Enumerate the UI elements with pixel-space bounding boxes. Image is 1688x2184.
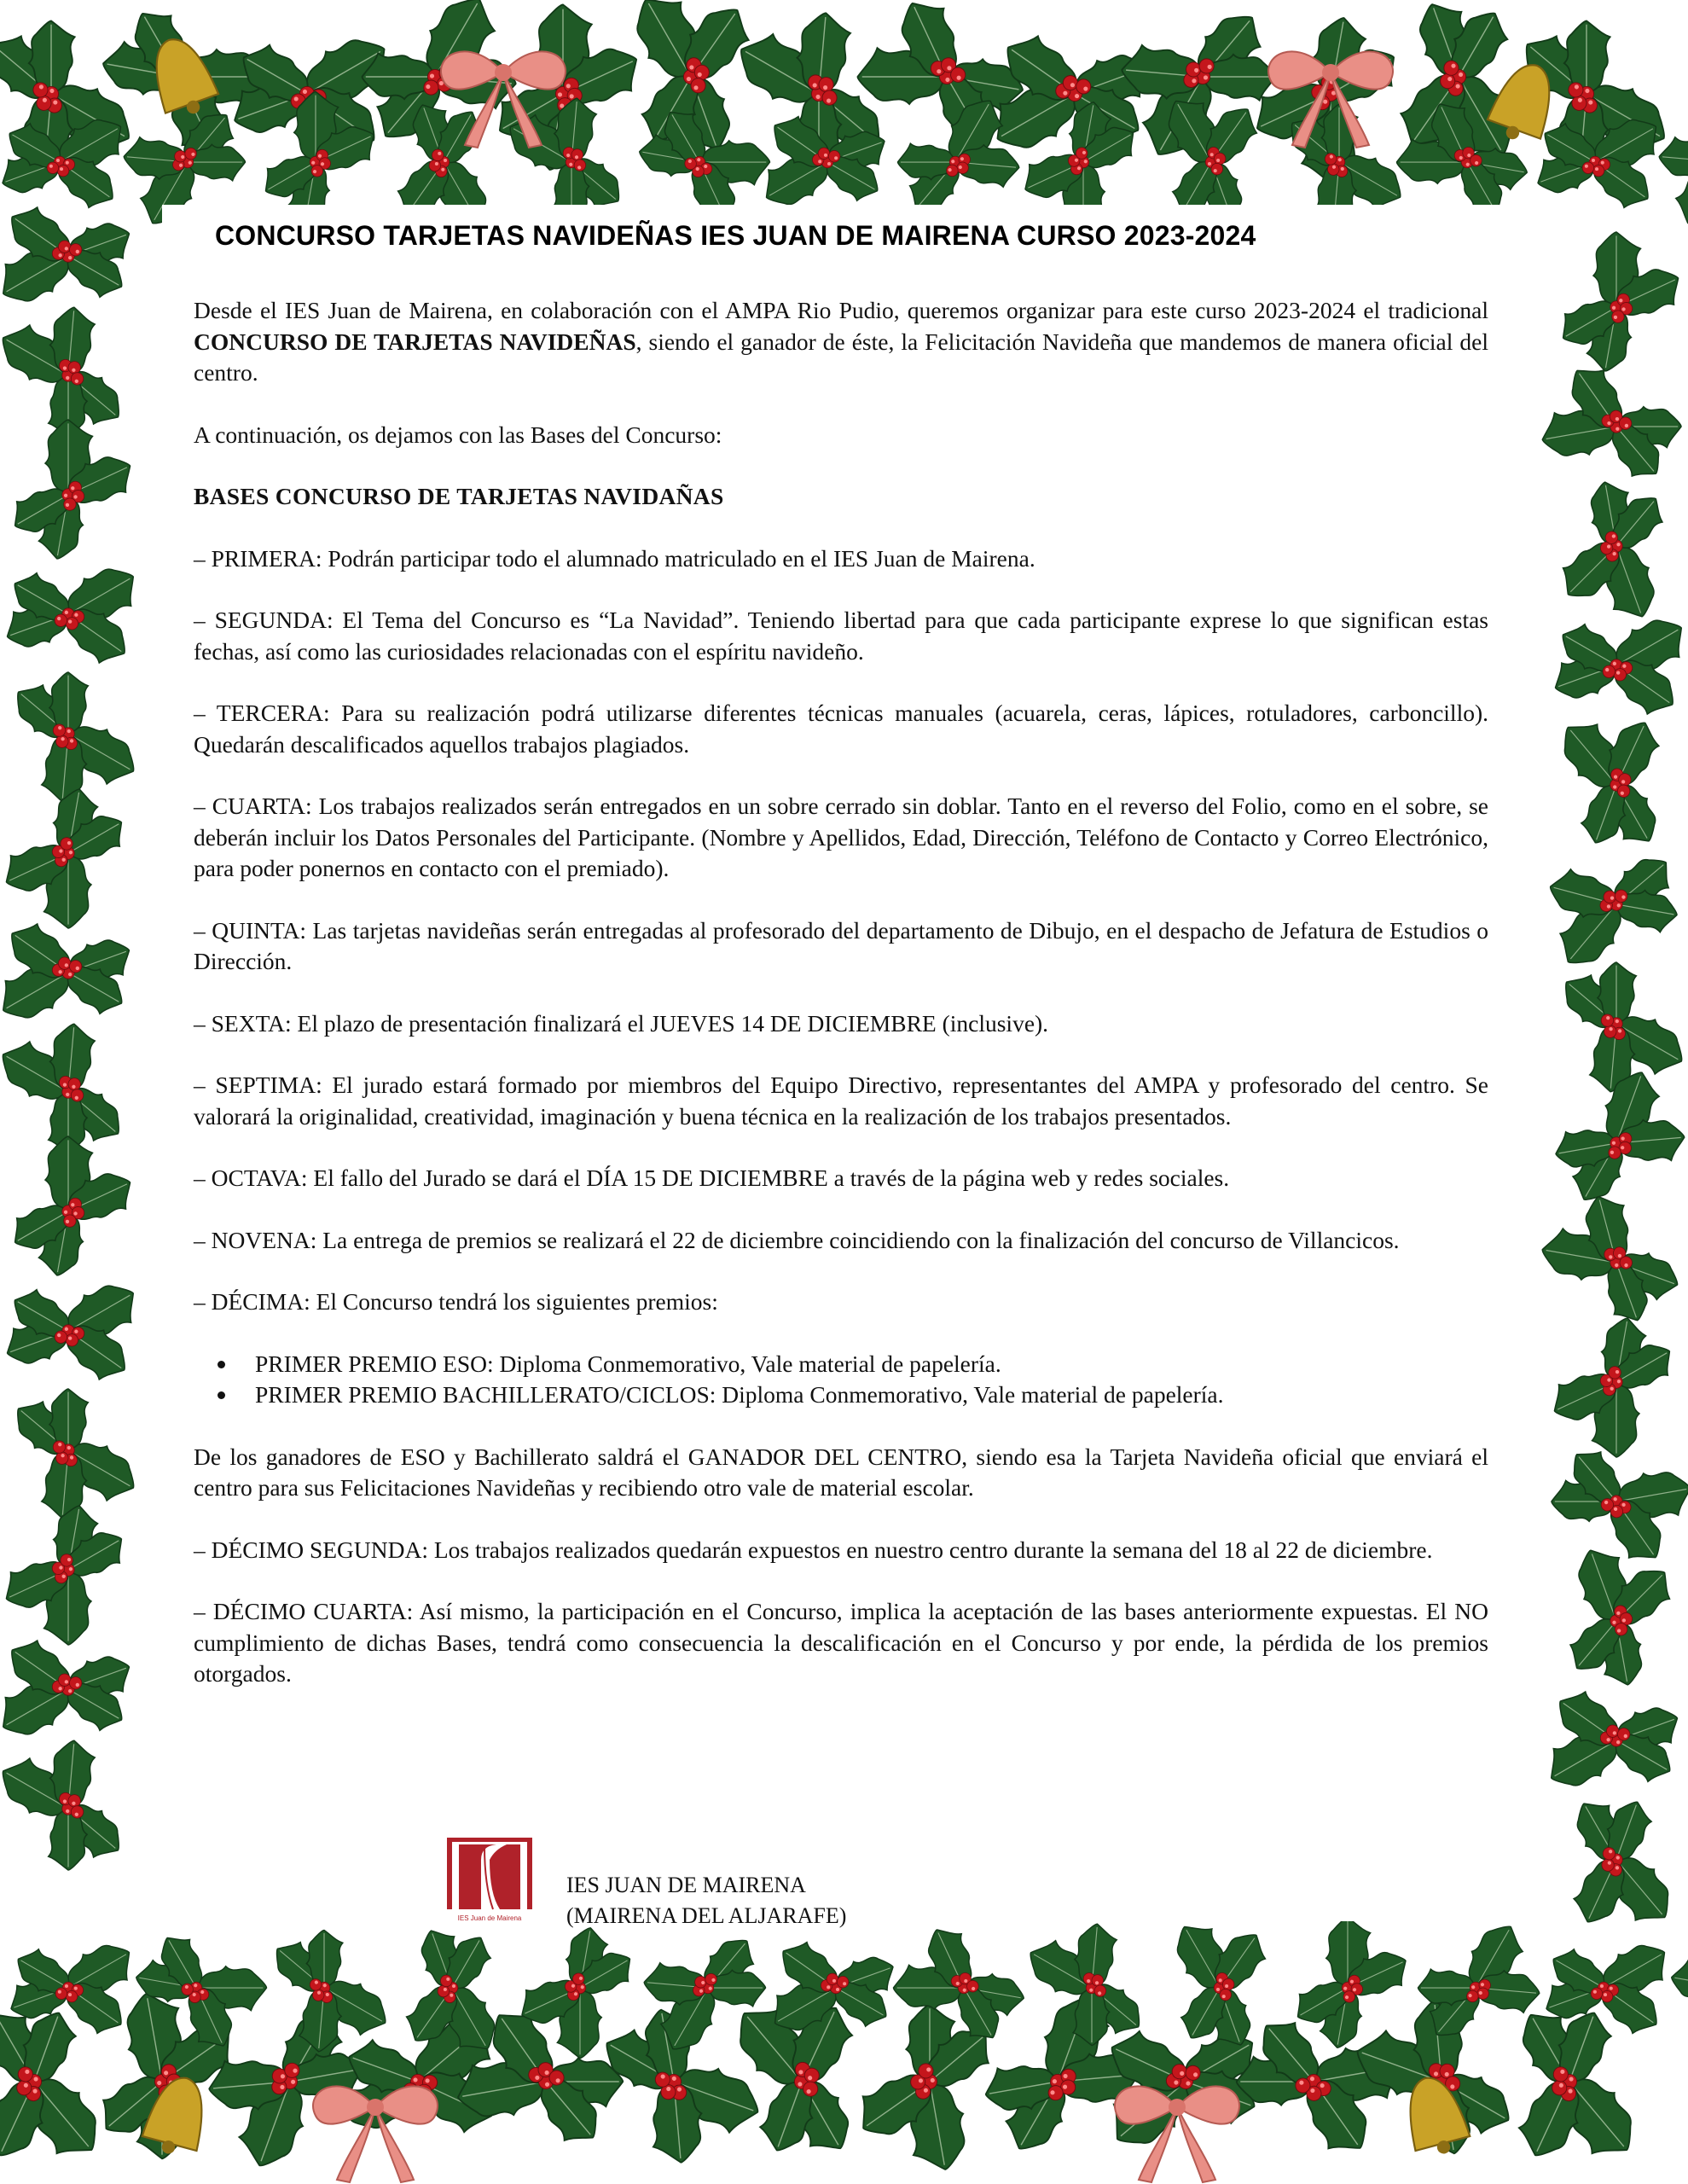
rule-decimo-segunda: – DÉCIMO SEGUNDA: Los trabajos realizados quedarán expuestos en nuestro centro durante la semana del 18 al 22 de diciembre. [194, 1536, 1433, 1563]
berry-highlight [441, 168, 444, 171]
holly-berry-icon [1222, 1978, 1234, 1990]
ribbon-knot [367, 2099, 384, 2116]
berry-highlight [444, 1988, 447, 1991]
berry-highlight [452, 1984, 455, 1988]
bullet-icon [218, 1391, 225, 1399]
berry-highlight [57, 1333, 61, 1337]
berry-highlight [65, 611, 68, 614]
berry-highlight [1219, 1978, 1222, 1982]
holly-berry-icon [691, 78, 705, 93]
rule-octava: – OCTAVA: El fallo del Jurado se dará el DÍA 15 DE DICIEMBRE a través de la página web y redes sociales. [194, 1165, 1230, 1191]
holly-berry-icon [1592, 165, 1604, 177]
holly-sprig-icon [0, 915, 136, 1030]
berry-highlight [843, 1982, 846, 1985]
holly-sprig-icon [0, 1632, 136, 1746]
holly-berry-icon [1076, 79, 1091, 94]
berry-highlight [1070, 83, 1075, 87]
berry-highlight [444, 159, 447, 162]
berry-highlight [1604, 1993, 1607, 1996]
berry-highlight [1083, 86, 1088, 90]
berry-highlight [60, 167, 63, 171]
berry-highlight [1208, 162, 1211, 166]
berry-highlight [74, 1330, 78, 1333]
school-info [566, 1870, 846, 1931]
holly-sprig-icon [1650, 1909, 1688, 2071]
berry-highlight [832, 1979, 836, 1983]
berry-highlight [1063, 91, 1067, 96]
prize-item: PRIMER PREMIO BACHILLERATO/CICLOS: Diploma Conmemorativo, Vale material de papelería. [194, 1380, 1488, 1411]
berry-highlight [1216, 1988, 1220, 1991]
ribbon-knot [495, 64, 512, 81]
holly-berry-icon [69, 244, 81, 256]
berry-highlight [1622, 665, 1626, 668]
holly-berry-icon [1614, 669, 1626, 681]
holly-berry-icon [47, 162, 59, 174]
berry-highlight [446, 1978, 450, 1981]
holly-sprig-icon [0, 199, 136, 313]
ribbon-knot [1322, 64, 1339, 81]
rule-septima: – SEPTIMA: El jurado estará formado por miembros del Equipo Directivo, representantes del AMPA y profesorado del centro. Se valorará la originalidad, creatividad, imaginación y buena técnica en la realización de los trabajos presentados. [194, 1072, 1488, 1130]
berry-highlight [689, 65, 693, 69]
holly-sprig-icon [1166, 1915, 1273, 2052]
holly-berry-icon [837, 1977, 849, 1989]
holly-sprig-icon [0, 1274, 145, 1388]
berry-highlight [65, 1327, 68, 1331]
rule-decimo-cuarta: – DÉCIMO CUARTA: Así mismo, la participación en el Concurso, implica la aceptación de las bases anteriormente expuestas. El NO cumplimiento de dichas Bases, tendrá como consecuencia la descalificación en el Concurso y por ende, la pérdida de los premios otorgados. [194, 1598, 1488, 1687]
berry-highlight [824, 154, 827, 157]
berry-highlight [1075, 94, 1079, 98]
page-title: CONCURSO TARJETAS NAVIDEÑAS IES JUAN DE MAIRENA CURSO 2023-2024 [215, 220, 1256, 251]
berry-highlight [68, 1993, 72, 1996]
berry-highlight [303, 90, 307, 94]
bases-heading: BASES CONCURSO DE TARJETAS NAVIDAÑAS [194, 483, 724, 509]
holly-sprig-icon [1546, 469, 1685, 632]
berry-highlight [827, 162, 831, 166]
holly-berry-icon [69, 1677, 81, 1689]
berry-highlight [438, 152, 441, 155]
holly-berry-icon [1441, 74, 1455, 89]
continuation-text: A continuación, os dejamos con las Bases del Concurso: [194, 421, 722, 448]
berry-highlight [1459, 73, 1463, 77]
holly-berry-icon [441, 1975, 453, 1987]
holly-sprig-icon [1528, 1294, 1688, 1478]
berry-highlight [74, 1987, 78, 1990]
holly-berry-icon [58, 957, 70, 969]
rule-cuarta: – CUARTA: Los trabajos realizados serán entregados en un sobre cerrado sin doblar. Tanto en el reverso del Folio, como en el sobre, se deberán incluir los Datos Personales del Participante. (Nombre y Apellidos, Edad, Dirección, Teléfono de Contacto y Correo Electrónico, para poder ponernos en contacto con el premiado). [194, 793, 1488, 881]
holly-sprig-icon [1540, 1683, 1685, 1798]
footer [447, 1834, 1044, 1928]
berry-highlight [836, 1988, 839, 1991]
berry-highlight [76, 1683, 79, 1687]
intro-paragraph: Desde el IES Juan de Mairena, en colaboración con el AMPA Rio Pudio, queremos organizar para este curso 2023-2024 el tradicional CONCURSO DE TARJETAS NAVIDEÑAS, siendo el ganador de éste, la Felicitación Navideña que mandemos de manera oficial del centro. [194, 297, 1488, 386]
berry-highlight [1601, 161, 1604, 165]
rule-segunda: – SEGUNDA: El Tema del Concurso es “La Navidad”. Teniendo libertad para que cada participante exprese lo que significan estas fechas, así como las curiosidades relacionadas con el espíritu navideño. [194, 607, 1488, 665]
berry-highlight [65, 963, 68, 967]
holly-sprig-icon [1548, 608, 1688, 723]
prize-item: PRIMER PREMIO ESO: Diploma Conmemorativo, Vale material de papelería. [194, 1349, 1488, 1380]
berry-highlight [435, 162, 438, 166]
berry-highlight [76, 250, 79, 253]
holly-berry-icon [55, 614, 67, 626]
holly-berry-icon [66, 1334, 78, 1346]
berry-highlight [1585, 165, 1588, 168]
berry-highlight [74, 613, 78, 617]
berry-highlight [450, 1994, 453, 1997]
holly-berry-icon [58, 1674, 70, 1686]
holly-sprig-icon [1546, 699, 1685, 862]
berry-highlight [1613, 1731, 1616, 1734]
berry-highlight [1210, 153, 1214, 156]
holly-sprig-icon [1533, 936, 1688, 1119]
holly-berry-icon [694, 65, 709, 79]
berry-highlight [1613, 662, 1616, 665]
rule-decima: – DÉCIMA: El Concurso tendrá los siguientes premios: [194, 1288, 718, 1315]
holly-berry-icon [818, 148, 830, 160]
holly-berry-icon [1582, 162, 1594, 174]
berry-highlight [1225, 1984, 1228, 1988]
holly-berry-icon [66, 1990, 78, 2002]
berry-highlight [1610, 1987, 1613, 1990]
holly-berry-icon [55, 1988, 67, 2000]
school-name: IES JUAN DE MAIRENA [566, 1873, 806, 1897]
holly-berry-icon [1220, 1989, 1232, 2001]
holly-berry-icon [828, 151, 840, 163]
rule-novena: – NOVENA: La entrega de premios se realizará el 22 de diciembre coincidiendo con la finalización del concurso de Villancicos. [194, 1226, 1400, 1253]
berry-highlight [58, 1990, 61, 1994]
berry-highlight [58, 1687, 61, 1690]
berry-highlight [1616, 671, 1620, 674]
holly-berry-icon [1214, 153, 1226, 165]
berry-highlight [68, 256, 72, 259]
berry-highlight [834, 156, 838, 160]
berry-highlight [68, 1689, 72, 1693]
berry-highlight [65, 1680, 68, 1683]
berry-highlight [698, 73, 702, 77]
holly-berry-icon [1617, 1728, 1629, 1740]
holly-sprig-icon [0, 557, 145, 671]
berry-highlight [1592, 159, 1595, 162]
berry-highlight [693, 85, 698, 90]
holly-berry-icon [1606, 1725, 1618, 1737]
rule-tercera: – TERCERA: Para su realización podrá utilizarse diferentes técnicas manuales (acuarela, ceras, lápices, rotuladores, carboncillo). Quedarán descalificados aquellos trabajos plagiados. [194, 700, 1488, 758]
berry-highlight [1222, 1995, 1226, 1998]
bullet-icon [218, 1361, 225, 1368]
holly-berry-icon [1063, 76, 1077, 90]
holly-sprig-icon [1548, 1783, 1686, 1946]
ribbon-bow-icon [313, 2086, 438, 2182]
holly-berry-icon [66, 618, 78, 630]
holly-sprig-icon [1524, 828, 1688, 985]
berry-highlight [65, 1984, 68, 1988]
holly-sprig-icon [0, 765, 152, 949]
holly-leaf-icon [1668, 1958, 1688, 2007]
winner-paragraph: De los ganadores de ESO y Bachillerato saldrá el GANADOR DEL CENTRO, siendo esa la Tarjeta Navideña oficial que enviará el centro para sus Felicitaciones Navideñas y recibiendo otro vale de material escolar. [194, 1443, 1488, 1501]
berry-highlight [1447, 77, 1452, 81]
holly-sprig-icon [0, 399, 156, 583]
berry-highlight [49, 165, 53, 168]
holly-sprig-icon [1533, 212, 1688, 395]
berry-highlight [58, 970, 61, 973]
berry-highlight [68, 973, 72, 976]
berry-highlight [1600, 1984, 1604, 1988]
rule-sexta: – SEXTA: El plazo de presentación finalizará el JUEVES 14 DE DICIEMBRE (inclusive). [194, 1009, 1049, 1037]
school-location: (MAIRENA DEL ALJARAFE) [566, 1903, 847, 1928]
holly-berry-icon [1601, 1990, 1613, 2002]
rule-primera: – PRIMERA: Podrán participar todo el alumnado matriculado en el IES Juan de Mairena. [194, 544, 1035, 572]
berry-highlight [57, 617, 61, 620]
berry-highlight [1456, 84, 1460, 89]
logo-caption: IES Juan de Mairena [457, 1914, 522, 1922]
berry-highlight [1214, 169, 1217, 172]
holly-sprig-icon [1520, 1170, 1688, 1350]
berry-highlight [1593, 1990, 1597, 1994]
holly-berry-icon [432, 149, 444, 161]
berry-highlight [1606, 1738, 1610, 1741]
holly-berry-icon [429, 160, 441, 171]
berry-highlight [818, 160, 821, 163]
prize-list [194, 1349, 1488, 1411]
rule-quinta: – QUINTA: Las tarjetas navideñas serán entregadas al profesorado del departamento de Dibujo, en el despacho de Jefatura de Estudios o Dirección. [194, 916, 1488, 974]
holly-berry-icon [55, 1331, 67, 1343]
berry-highlight [68, 1336, 72, 1339]
holly-sprig-icon [1548, 1535, 1686, 1698]
berry-highlight [66, 161, 69, 165]
berry-highlight [68, 619, 72, 623]
berry-highlight [687, 77, 691, 81]
holly-berry-icon [827, 1973, 838, 1985]
berry-highlight [827, 1985, 830, 1989]
berry-highlight [1616, 1740, 1620, 1744]
holly-berry-icon [57, 165, 69, 177]
holly-berry-icon [1591, 1988, 1603, 2000]
holly-berry-icon [438, 1985, 450, 1997]
holly-berry-icon [1444, 61, 1459, 75]
berry-highlight [1216, 159, 1220, 162]
intro-bold: CONCURSO DE TARJETAS NAVIDEÑAS [194, 328, 636, 355]
holly-berry-icon [58, 241, 70, 253]
berry-highlight [1624, 1734, 1627, 1738]
ribbon-knot [1169, 2099, 1186, 2116]
berry-highlight [58, 253, 61, 257]
berry-highlight [56, 159, 60, 162]
holly-berry-icon [1603, 665, 1615, 677]
berry-highlight [294, 96, 299, 101]
berry-highlight [1451, 64, 1455, 68]
document-body [194, 295, 1488, 1690]
holly-sprig-icon [0, 1713, 152, 1896]
holly-berry-icon [1211, 163, 1223, 175]
holly-sprig-icon [0, 1116, 156, 1299]
berry-highlight [65, 247, 68, 250]
holly-sprig-icon [0, 1482, 152, 1665]
berry-highlight [1595, 167, 1598, 171]
berry-highlight [1605, 668, 1609, 671]
holly-berry-icon [69, 961, 81, 973]
berry-highlight [76, 967, 79, 970]
